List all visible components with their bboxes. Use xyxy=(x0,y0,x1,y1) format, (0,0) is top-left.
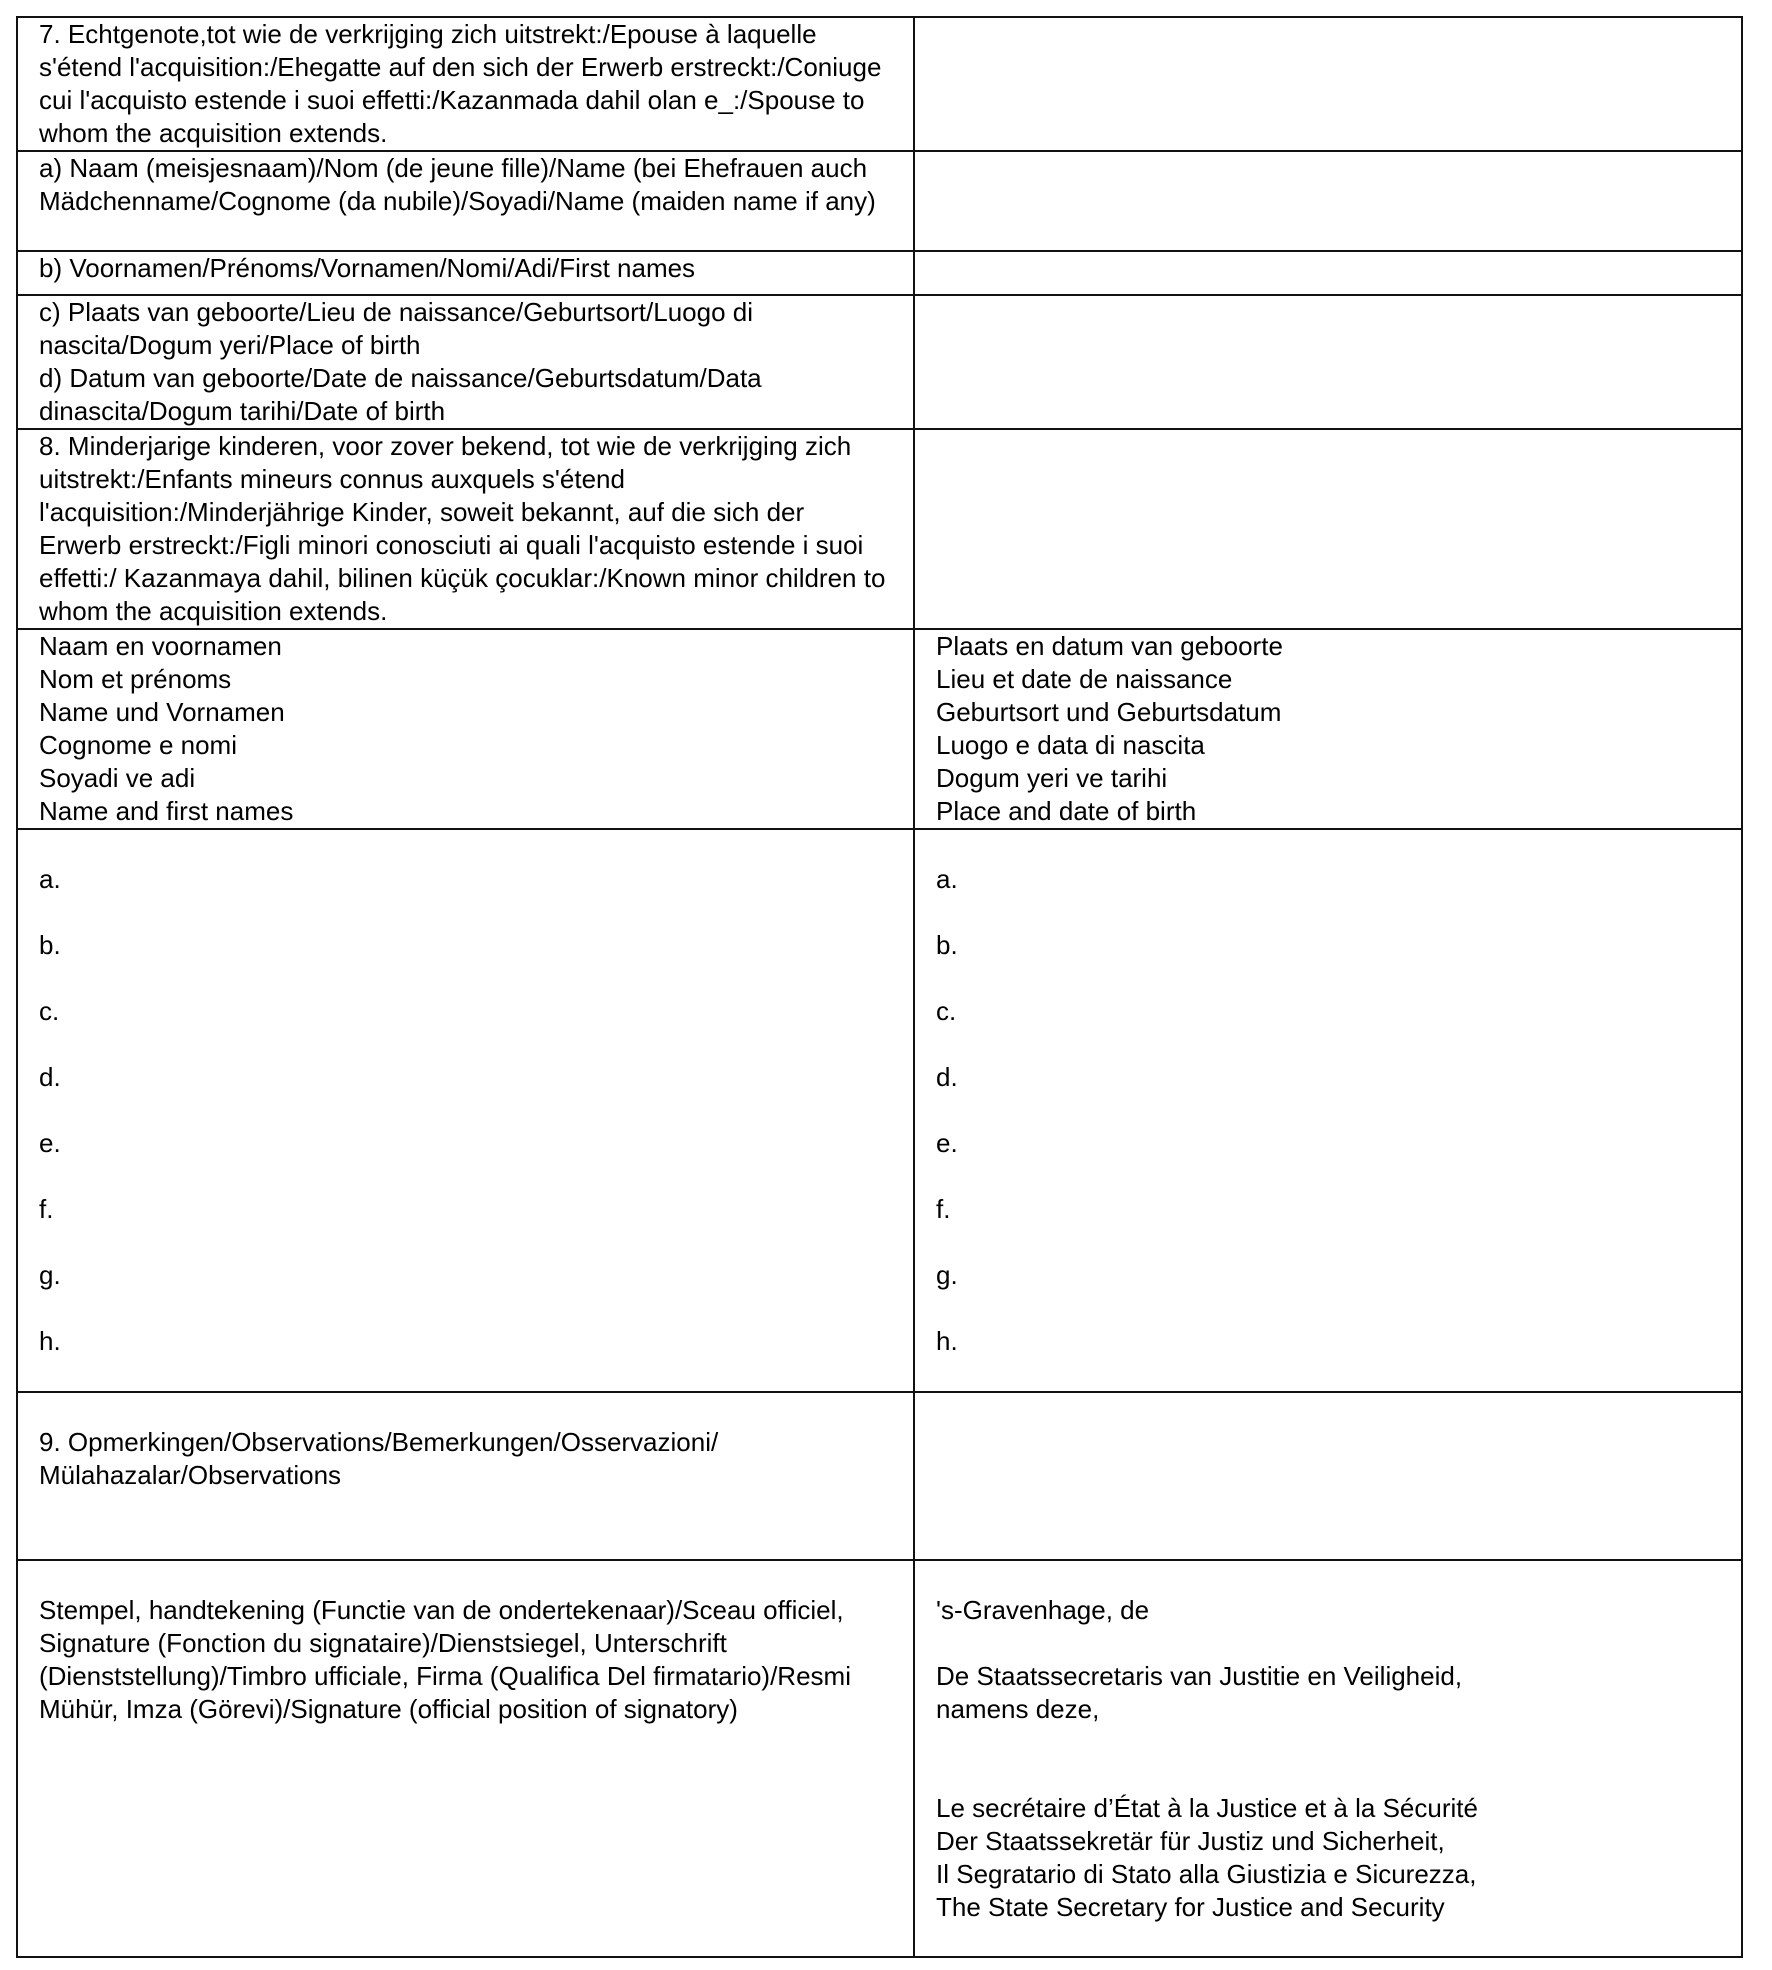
column-header-line: Place and date of birth xyxy=(936,796,1197,826)
signature-place-date: 's-Gravenhage, de xyxy=(936,1595,1150,1625)
child-name-entry[interactable]: e. xyxy=(39,1128,61,1158)
observations-label-line: 9. Opmerkingen/Observations/Bemerkungen/Osservazioni/ xyxy=(39,1427,719,1457)
child-name-entry[interactable]: h. xyxy=(39,1326,61,1356)
children-heading-value-field[interactable] xyxy=(914,429,1742,629)
child-birth-entry[interactable]: b. xyxy=(936,930,958,960)
children-birth-list xyxy=(914,829,1742,1392)
spouse-heading-label xyxy=(17,17,914,151)
column-header-line: Dogum yeri ve tarihi xyxy=(936,763,1168,793)
spouse-birth-field[interactable] xyxy=(914,295,1742,429)
signature-block xyxy=(914,1560,1742,1957)
children-names-column-header xyxy=(17,629,914,829)
signatory-title-en: The State Secretary for Justice and Security xyxy=(936,1892,1445,1922)
child-birth-entry[interactable]: g. xyxy=(936,1260,958,1290)
spouse-first-names-label xyxy=(17,251,914,295)
spouse-birth-place-label: c) Plaats van geboorte/Lieu de naissance/Geburtsort/Luogo di nascita/Dogum yeri/Place of birth xyxy=(39,297,754,360)
signature-row xyxy=(17,1560,1742,1957)
children-names-list xyxy=(17,829,914,1392)
child-name-entry[interactable]: f. xyxy=(39,1194,54,1224)
child-name-entry[interactable]: d. xyxy=(39,1062,61,1092)
column-header-line: Luogo e data di nascita xyxy=(936,730,1205,760)
signatory-title-de: Der Staatssekretär für Justiz und Sicherheit, xyxy=(936,1826,1445,1856)
children-heading-label xyxy=(17,429,914,629)
child-birth-entry[interactable]: c. xyxy=(936,996,957,1026)
child-name-entry[interactable]: a. xyxy=(39,864,61,894)
spouse-birth-date-label: d) Datum van geboorte/Date de naissance/Geburtsdatum/Data dinascita/Dogum tarihi/Date of birth xyxy=(39,363,762,426)
signature-label: Stempel, handtekening (Functie van de ondertekenaar)/Sceau officiel, Signature (Fonction du signataire)/Dienstsiegel, Unterschrift (Dienststellung)/Timbro ufficiale, Firma (Qualifica Del firmatario)/Resmi Mühür, Imza (Görevi)/Signature (official position of signatory) xyxy=(39,1595,851,1724)
spouse-surname-row xyxy=(17,151,1742,251)
observations-field[interactable] xyxy=(914,1392,1742,1560)
column-header-line: Name und Vornamen xyxy=(39,697,285,727)
children-section-row xyxy=(17,429,1742,629)
column-header-line: Naam en voornamen xyxy=(39,631,282,661)
child-birth-entry[interactable]: a. xyxy=(936,864,958,894)
observations-label xyxy=(17,1392,914,1560)
column-header-line: Geburtsort und Geburtsdatum xyxy=(936,697,1282,727)
spouse-birth-row xyxy=(17,295,1742,429)
signatory-title-nl: De Staatssecretaris van Justitie en Veiligheid, xyxy=(936,1661,1463,1691)
column-header-line: Nom et prénoms xyxy=(39,664,232,694)
column-header-line: Name and first names xyxy=(39,796,294,826)
children-heading-text: 8. Minderjarige kinderen, voor zover bekend, tot wie de verkrijging zich uitstrekt:/Enfants mineurs connus auxquels s'étend l'acquisition:/Minderjährige Kinder, soweit bekannt, auf die sich der Erwerb erstreckt:/Figli minori conosciuti ai quali l'acquisto estende i suoi effetti:/ Kazanmaya dahil, bilinen küçük çocuklar:/Known minor children to whom the acquisition extends. xyxy=(39,431,886,626)
child-birth-entry[interactable]: h. xyxy=(936,1326,958,1356)
signatory-title-fr: Le secrétaire d’État à la Justice et à la Sécurité xyxy=(936,1793,1478,1823)
child-name-entry[interactable]: g. xyxy=(39,1260,61,1290)
signatory-title-it: Il Segratario di Stato alla Giustizia e Sicurezza, xyxy=(936,1859,1477,1889)
spouse-heading-text: 7. Echtgenote,tot wie de verkrijging zich uitstrekt:/Epouse à laquelle s'étend l'acquisition:/Ehegatte auf den sich der Erwerb erstreckt:/Coniuge cui l'acquisto estende i suoi effetti:/Kazanmada dahil olan e_:/Spouse to whom the acquisition extends. xyxy=(39,19,882,148)
column-header-line: Plaats en datum van geboorte xyxy=(936,631,1283,661)
child-birth-entry[interactable]: e. xyxy=(936,1128,958,1158)
child-birth-entry[interactable]: f. xyxy=(936,1194,951,1224)
column-header-line: Cognome e nomi xyxy=(39,730,237,760)
spouse-birth-labels xyxy=(17,295,914,429)
spouse-first-names-row xyxy=(17,251,1742,295)
spouse-first-names-label-text: b) Voornamen/Prénoms/Vornamen/Nomi/Adi/First names xyxy=(39,253,696,283)
column-header-line: Soyadi ve adi xyxy=(39,763,196,793)
child-name-entry[interactable]: c. xyxy=(39,996,60,1026)
spouse-heading-value-field[interactable] xyxy=(914,17,1742,151)
spouse-surname-field[interactable] xyxy=(914,151,1742,251)
spouse-surname-label-text: a) Naam (meisjesnaam)/Nom (de jeune fille)/Name (bei Ehefrauen auch Mädchenname/Cognome (da nubile)/Soyadi/Name (maiden name if any) xyxy=(39,153,876,216)
spouse-first-names-field[interactable] xyxy=(914,251,1742,295)
signature-label-cell xyxy=(17,1560,914,1957)
children-birth-column-header xyxy=(914,629,1742,829)
observations-row xyxy=(17,1392,1742,1560)
child-name-entry[interactable]: b. xyxy=(39,930,61,960)
signatory-on-behalf: namens deze, xyxy=(936,1694,1100,1724)
children-column-header-row xyxy=(17,629,1742,829)
naturalisation-form-table xyxy=(16,16,1743,1958)
child-birth-entry[interactable]: d. xyxy=(936,1062,958,1092)
children-list-row xyxy=(17,829,1742,1392)
observations-label-line: Mülahazalar/Observations xyxy=(39,1460,342,1490)
spouse-section-row xyxy=(17,17,1742,151)
column-header-line: Lieu et date de naissance xyxy=(936,664,1233,694)
spouse-surname-label xyxy=(17,151,914,251)
